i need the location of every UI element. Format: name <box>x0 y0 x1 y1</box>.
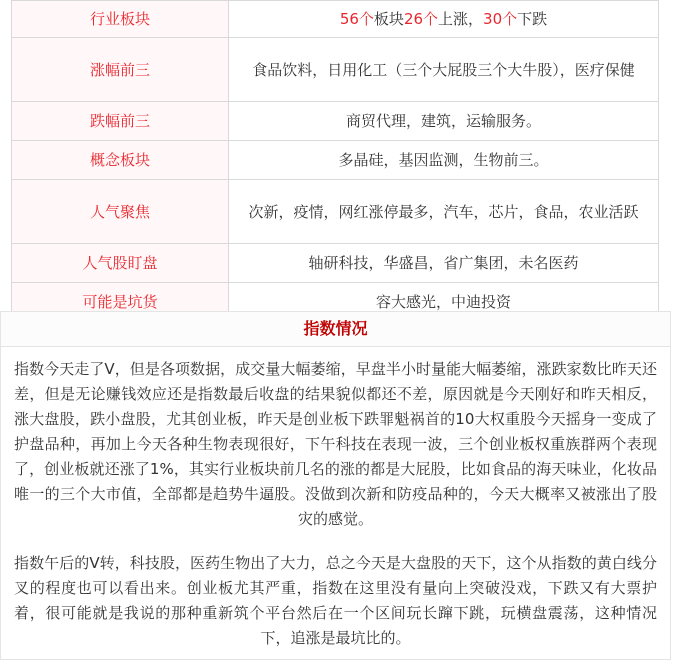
row-label: 可能是坑货 <box>12 283 229 322</box>
row-label: 概念板块 <box>12 141 229 180</box>
index-situation-section <box>0 311 671 660</box>
down-word: 下跌 <box>517 10 548 28</box>
sector-count: 56个 <box>339 10 374 28</box>
row-value: 次新，疫情，网红涨停最多，汽车，芯片，食品，农业活跃 <box>229 180 659 244</box>
table-row <box>12 244 659 283</box>
row-label: 人气股盯盘 <box>12 244 229 283</box>
table-row <box>12 102 659 141</box>
table-row <box>12 1 659 38</box>
row-value <box>229 1 659 38</box>
row-label: 跌幅前三 <box>12 102 229 141</box>
paragraph: 指数今天走了V，但是各项数据，成交量大幅萎缩，早盘半小时量能大幅萎缩，涨跌家数比昨天还差，但是无论赚钱效应还是指数最后收盘的结果貌似都还不差，原因就是今天刚好和昨天相反，涨大盘股，跌小盘股，尤其创业板，昨天是创业板下跌罪魁祸首的10大权重股今天摇身一变成了护盘品种，再加上今天各种生物表现很好，下午科技在表现一波，三个创业板权重族群两个表现了，创业板就还涨了1%，其实行业板块前几名的涨的都是大屁股，比如食品的海天味业，化妆品唯一的三个大市值，全部都是趋势牛逼股。没做到次新和防疫品种的，今天大概率又被涨出了股灾的感觉。 <box>14 360 657 528</box>
row-value: 容大感光，中迪投资 <box>229 283 659 322</box>
up-count: 26个 <box>403 10 439 28</box>
paragraph: 指数午后的V转，科技股，医药生物出了大力，总之今天是大盘股的天下，这个从指数的黄白线分叉的程度也可以看出来。创业板尤其严重，指数在这里没有量向上突破没戏，下跌又有大票护着，很可能就是我说的那种重新筑个平台然后在一个区间玩长蹿下跳，玩横盘震荡，这种情况下，追涨是最坑比的。 <box>14 554 657 647</box>
row-value: 商贸代理，建筑，运输服务。 <box>229 102 659 141</box>
row-label: 人气聚焦 <box>12 180 229 244</box>
table-row <box>12 180 659 244</box>
row-value: 轴研科技，华盛昌，省广集团，未名医药 <box>229 244 659 283</box>
down-count: 30个 <box>483 10 518 28</box>
row-label: 涨幅前三 <box>12 38 229 102</box>
market-summary-table <box>11 0 659 322</box>
section-title: 指数情况 <box>1 312 670 347</box>
row-value: 食品饮料，日用化工（三个大屁股三个大牛股），医疗保健 <box>229 38 659 102</box>
row-label: 行业板块 <box>12 1 229 38</box>
sector-word: 板块 <box>373 10 404 28</box>
up-word: 上涨， <box>438 10 484 28</box>
table-row <box>12 38 659 102</box>
table-row <box>12 141 659 180</box>
row-value: 多晶硅，基因监测，生物前三。 <box>229 141 659 180</box>
